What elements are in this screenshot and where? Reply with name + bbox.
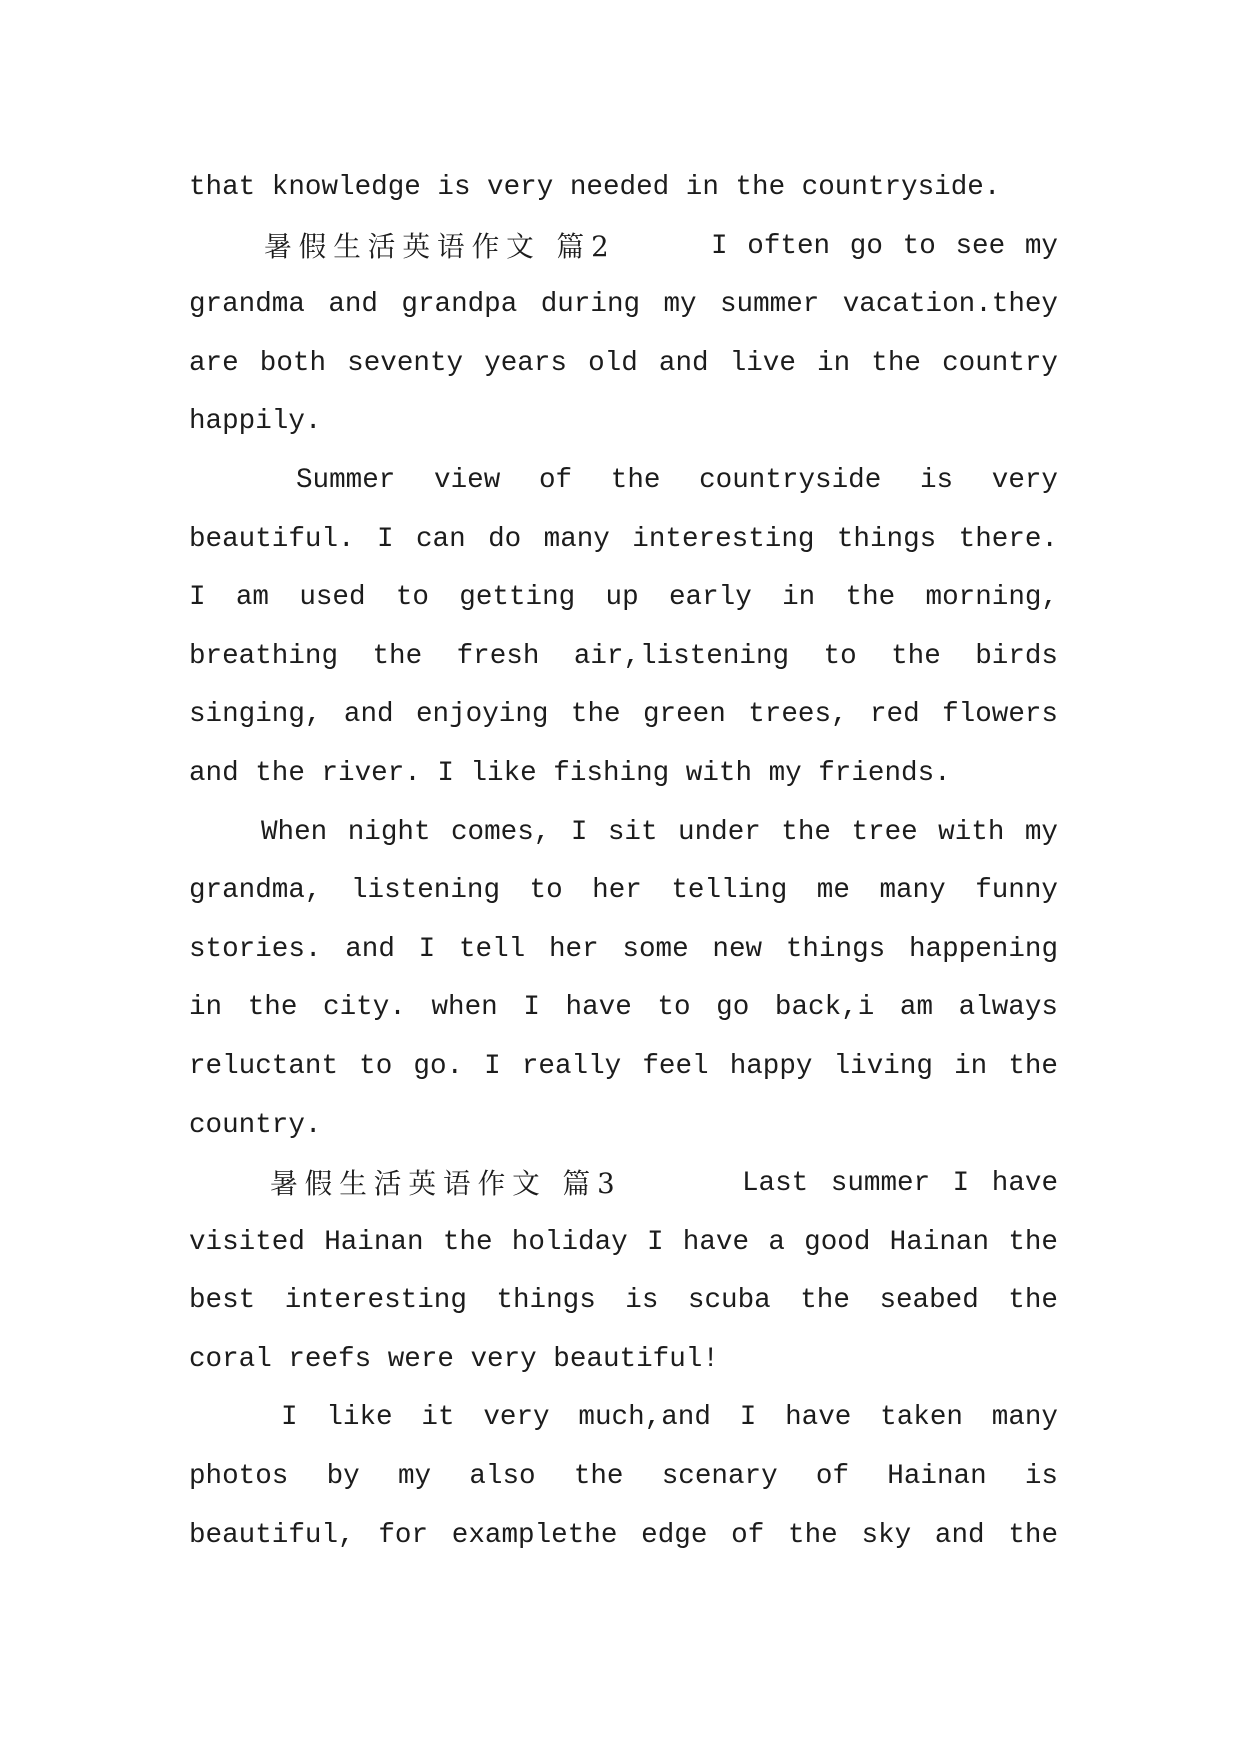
text-line: best interesting things is scuba the seabed the — [189, 1285, 1058, 1317]
text-line: Summer view of the countryside is very — [296, 464, 1058, 496]
text-line: I am used to getting up early in the morning, — [189, 582, 1058, 614]
text-line: Last summer I have — [742, 1168, 1058, 1200]
text-line: stories. and I tell her some new things happening — [189, 933, 1058, 965]
section-heading: 暑假生活英语作文 篇3 — [270, 1167, 622, 1201]
text-line: grandma and grandpa during my summer vacation.they — [189, 289, 1058, 321]
document-body — [189, 159, 1058, 1565]
text-line: grandma, listening to her telling me many funny — [189, 875, 1058, 907]
text-line: singing, and enjoying the green trees, red flowers — [189, 699, 1058, 731]
section-heading-line — [189, 1155, 1058, 1214]
text-line: happily. — [189, 406, 322, 438]
section-heading: 暑假生活英语作文 篇2 — [264, 229, 616, 263]
text-line: I like it very much,and I have taken many — [281, 1402, 1058, 1434]
text-line: are both seventy years old and live in the country — [189, 347, 1058, 379]
text-line: photos by my also the scenary of Hainan is — [189, 1461, 1058, 1493]
text-line: I often go to see my — [711, 230, 1058, 262]
text-line: visited Hainan the holiday I have a good Hainan the — [189, 1226, 1058, 1258]
text-line: When night comes, I sit under the tree with my — [261, 816, 1058, 848]
text-line: beautiful, for examplethe edge of the sky and the — [189, 1519, 1058, 1551]
text-line: coral reefs were very beautiful! — [189, 1343, 719, 1375]
text-line: that knowledge is very needed in the countryside. — [189, 172, 1001, 203]
section-heading-line — [189, 218, 1058, 277]
text-line: country. — [189, 1109, 322, 1141]
text-line: reluctant to go. I really feel happy living in the — [189, 1050, 1058, 1082]
text-line: beautiful. I can do many interesting things there. — [189, 523, 1058, 555]
text-line: breathing the fresh air,listening to the birds — [189, 640, 1058, 672]
text-line: in the city. when I have to go back,i am always — [189, 992, 1058, 1024]
text-line: and the river. I like fishing with my friends. — [189, 757, 951, 789]
